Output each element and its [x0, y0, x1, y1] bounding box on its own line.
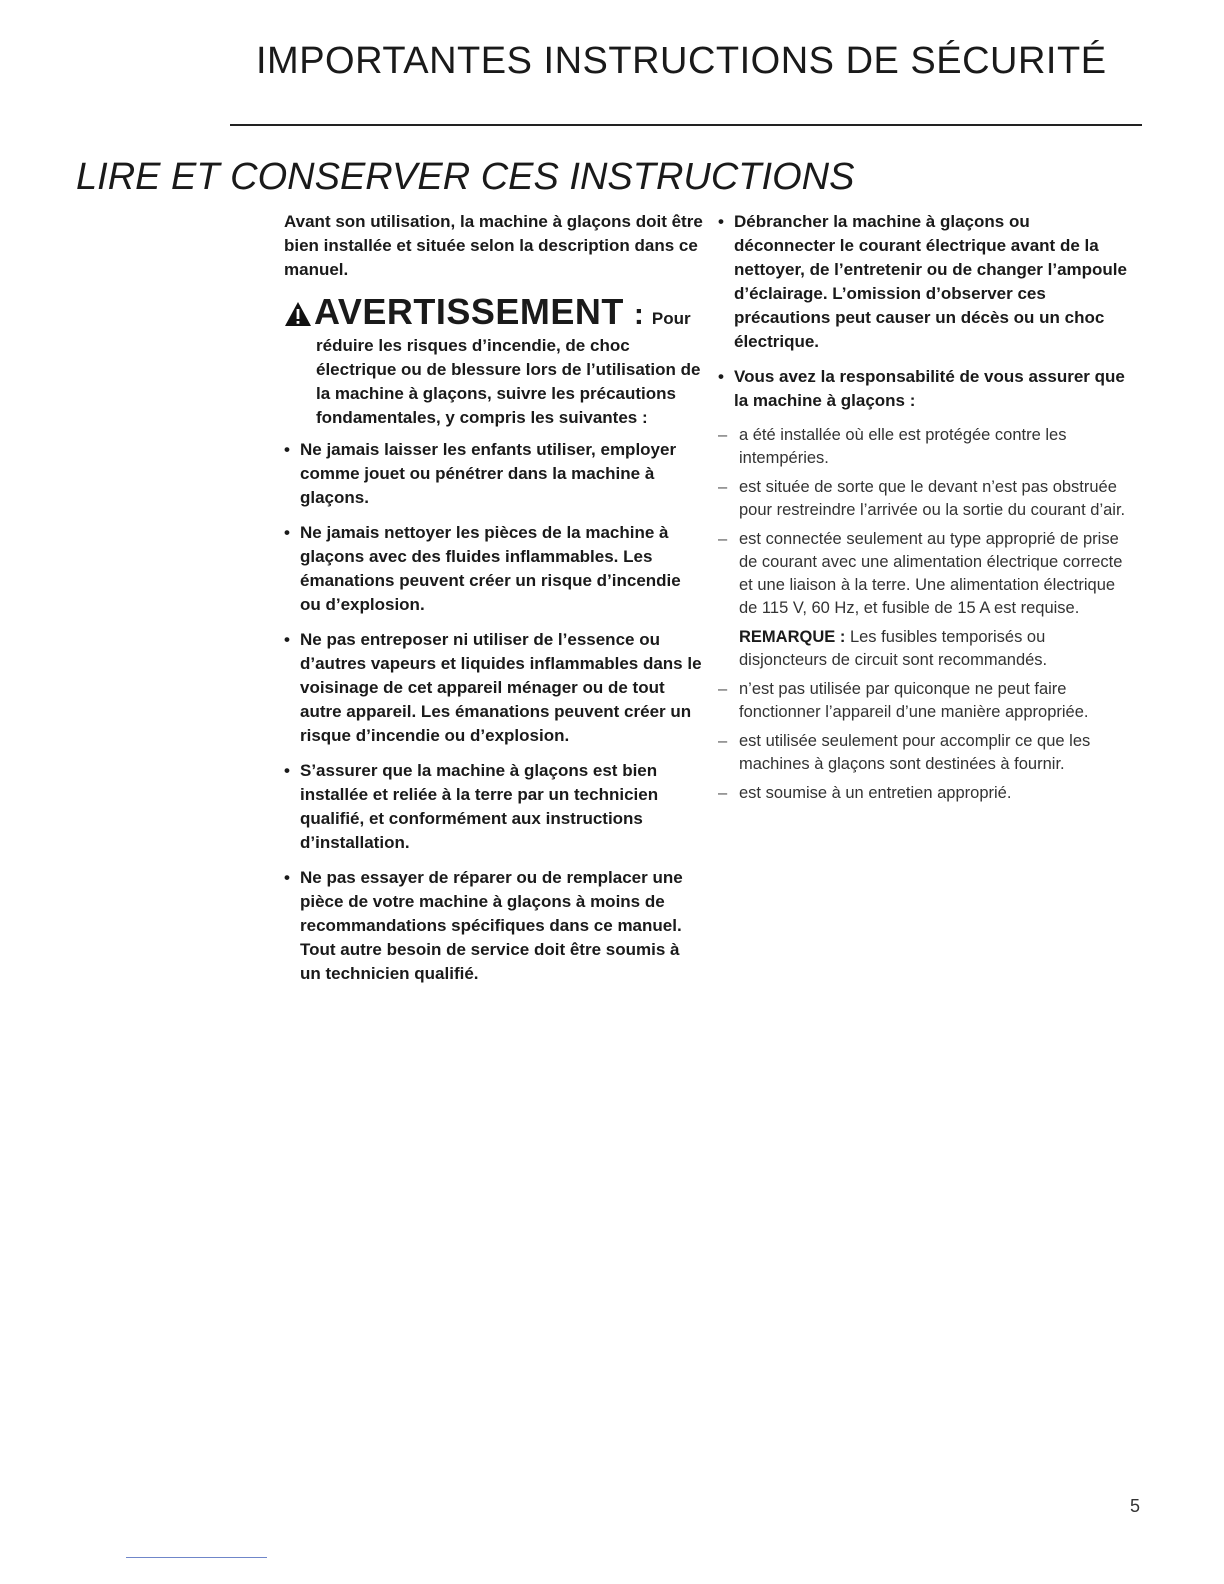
right-column [718, 210, 1128, 811]
bullet-mark: • [284, 868, 290, 887]
dash-mark: – [718, 530, 728, 548]
dash-item-text: est utilisée seulement pour accomplir ce que les machines à glaçons sont destinées à fournir. [739, 732, 1091, 773]
dash-item-text: a été installée où elle est protégée contre les intempéries. [739, 426, 1067, 467]
dash-item-text: est connectée seulement au type approprié de prise de courant avec une alimentation électrique correcte et une liaison à la terre. Une alimentation électrique de 115 V, 60 Hz, et fusible de 15 A est requise. [739, 530, 1123, 617]
bullet-mark: • [284, 440, 290, 459]
warning-block [284, 290, 704, 430]
dash-mark: – [718, 426, 728, 444]
list-item [284, 438, 704, 510]
dash-item [718, 678, 1128, 724]
dash-mark: – [718, 732, 728, 750]
intro-paragraph: Avant son utilisation, la machine à glaçons doit être bien installée et située selon la description dans ce manuel. [284, 212, 703, 279]
warning-colon: : [633, 298, 644, 331]
list-item-text: Ne jamais nettoyer les pièces de la machine à glaçons avec des fluides inflammables. Les émanations peuvent créer un risque d’incendie ou d’explosion. [300, 523, 681, 614]
list-item [718, 365, 1128, 413]
list-item [284, 866, 704, 986]
list-item [284, 759, 704, 855]
dash-mark: – [718, 680, 728, 698]
list-item-text: Ne jamais laisser les enfants utiliser, employer comme jouet ou pénétrer dans la machine à glaçons. [300, 440, 677, 507]
list-item-text: Ne pas essayer de réparer ou de remplacer une pièce de votre machine à glaçons à moins de recommandations spécifiques dans ce manuel. Tout autre besoin de service doit être soumis à un technicien qualifié. [300, 868, 683, 983]
warning-lead: Pour [651, 309, 691, 328]
list-item [284, 521, 704, 617]
left-column [284, 210, 704, 997]
warning-triangle-icon [284, 301, 312, 327]
list-item [718, 210, 1128, 354]
list-item-text: S’assurer que la machine à glaçons est bien installée et reliée à la terre par un technicien qualifié, et conformément aux instructions d’installation. [300, 761, 659, 852]
remarque-label: REMARQUE : [739, 628, 846, 646]
dash-item-text: est soumise à un entretien approprié. [739, 784, 1012, 802]
footer-divider [126, 1557, 267, 1558]
warning-label: AVERTISSEMENT [314, 291, 624, 332]
warning-heading [284, 290, 704, 334]
dash-item [718, 528, 1128, 620]
left-bullet-list [284, 438, 704, 986]
responsibility-list-a [718, 424, 1128, 620]
section-title: LIRE ET CONSERVER CES INSTRUCTIONS [76, 156, 855, 198]
right-bullet-list [718, 210, 1128, 413]
dash-item-text: est située de sorte que le devant n’est pas obstruée pour restreindre l’arrivée ou la sortie du courant d’air. [739, 478, 1126, 519]
list-item [284, 628, 704, 748]
page-title: IMPORTANTES INSTRUCTIONS DE SÉCURITÉ [256, 40, 1107, 82]
page-number: 5 [1130, 1496, 1141, 1516]
dash-mark: – [718, 478, 728, 496]
list-item-text: Ne pas entreposer ni utiliser de l’essence ou d’autres vapeurs et liquides inflammables dans le voisinage de cet appareil ménager ou de tout autre appareil. Les émanations peuvent créer un risque d’incendie ou d’explosion. [300, 630, 702, 745]
bullet-mark: • [718, 367, 724, 386]
remarque-text: Les fusibles temporisés ou disjoncteurs de circuit sont recommandés. [739, 628, 1048, 669]
bullet-mark: • [284, 630, 290, 649]
bullet-mark: • [284, 523, 290, 542]
bullet-mark: • [718, 212, 724, 231]
dash-item [718, 730, 1128, 776]
dash-mark: – [718, 784, 728, 802]
dash-item [718, 476, 1128, 522]
responsibility-list-b [718, 678, 1128, 805]
title-divider [230, 124, 1142, 126]
dash-item [718, 782, 1128, 805]
list-item-text: Débrancher la machine à glaçons ou déconnecter le courant électrique avant de la nettoyer, de l’entretenir ou de changer l’ampoule d’éclairage. L’omission d’observer ces précautions peut causer un décès ou un choc électrique. [734, 212, 1127, 351]
remarque-note [718, 626, 1128, 672]
dash-item [718, 424, 1128, 470]
dash-item-text: n’est pas utilisée par quiconque ne peut faire fonctionner l’appareil d’une manière appropriée. [739, 680, 1089, 721]
list-item-text: Vous avez la responsabilité de vous assurer que la machine à glaçons : [734, 367, 1125, 410]
bullet-mark: • [284, 761, 290, 780]
warning-text: réduire les risques d’incendie, de choc électrique ou de blessure lors de l’utilisation de la machine à glaçons, suivre les précautions fondamentales, y compris les suivantes : [316, 336, 701, 427]
